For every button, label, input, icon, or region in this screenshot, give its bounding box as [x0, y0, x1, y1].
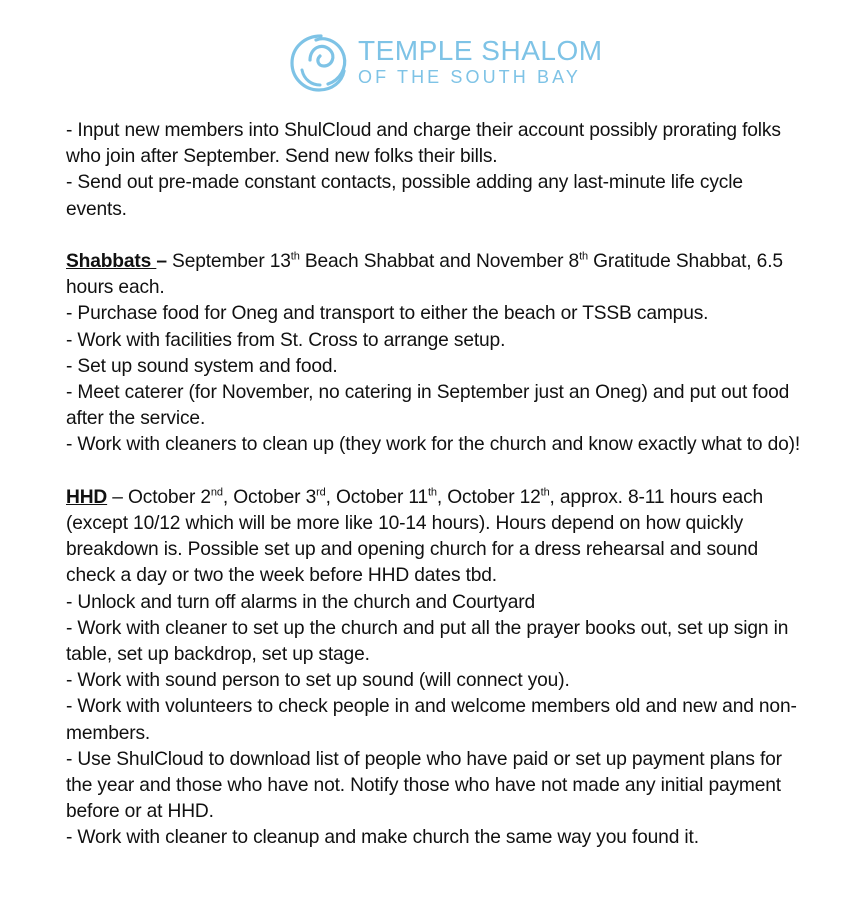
shabbats-dash: – — [156, 251, 167, 272]
shabbats-item: - Purchase food for Oneg and transport to either the beach or TSSB campus. — [66, 303, 709, 325]
hhd-heading: HHD — [66, 486, 108, 508]
temple-shalom-swirl-logo-icon — [288, 30, 354, 96]
hhd-item: - Unlock and turn off alarms in the church and Courtyard — [66, 591, 536, 613]
temple-logo — [288, 30, 603, 96]
hhd-item: - Work with volunteers to check people in and welcome members old and new and non-members. — [66, 696, 797, 744]
shabbats-heading: Shabbats — [66, 251, 157, 272]
hhd-item: - Work with cleaner to set up the church and put all the prayer books out, set up sign in table, set up backdrop, set up stage. — [66, 617, 789, 666]
shabbats-item: - Work with facilities from St. Cross to arrange setup. — [66, 329, 506, 351]
intro-item-2: - Send out pre-made constant contacts, possible adding any last-minute life cycle events. — [66, 172, 743, 220]
shabbats-item: - Meet caterer (for November, no catering in September just an Oneg) and put out food after the service. — [66, 382, 790, 430]
hhd-summary: HHD – October 2nd, October 3rd, October 11th, October 12th, approx. 8-11 hours each (except 10/12 which will be more like 10-14 hours). Hours depend on how quickly breakdown is. Possible set up and opening church for a dress rehearsal and sound check a day or two the week before HHD dates tbd. — [66, 486, 764, 587]
hhd-item: - Use ShulCloud to download list of people who have paid or set up payment plans for the year and those who have not. Notify those who have not made any initial payment before or at HHD. — [66, 748, 782, 823]
document-body — [66, 118, 806, 852]
hhd-item: - Work with sound person to set up sound (will connect you). — [66, 670, 570, 692]
logo-title: TEMPLE SHALOM — [358, 35, 603, 66]
hhd-item: - Work with cleaner to cleanup and make church the same way you found it. — [66, 827, 699, 849]
shabbats-summary: Shabbats – September 13th Beach Shabbat and November 8th Gratitude Shabbat, 6.5 hours each. — [66, 250, 783, 299]
logo-subtitle: OF THE SOUTH BAY — [358, 67, 581, 87]
shabbats-item: - Work with cleaners to clean up (they work for the church and know exactly what to do)! — [66, 434, 801, 456]
intro-item-1: - Input new members into ShulCloud and charge their account possibly prorating folks who join after September. Send new folks their bills. — [66, 120, 781, 168]
shabbats-item: - Set up sound system and food. — [66, 355, 338, 377]
